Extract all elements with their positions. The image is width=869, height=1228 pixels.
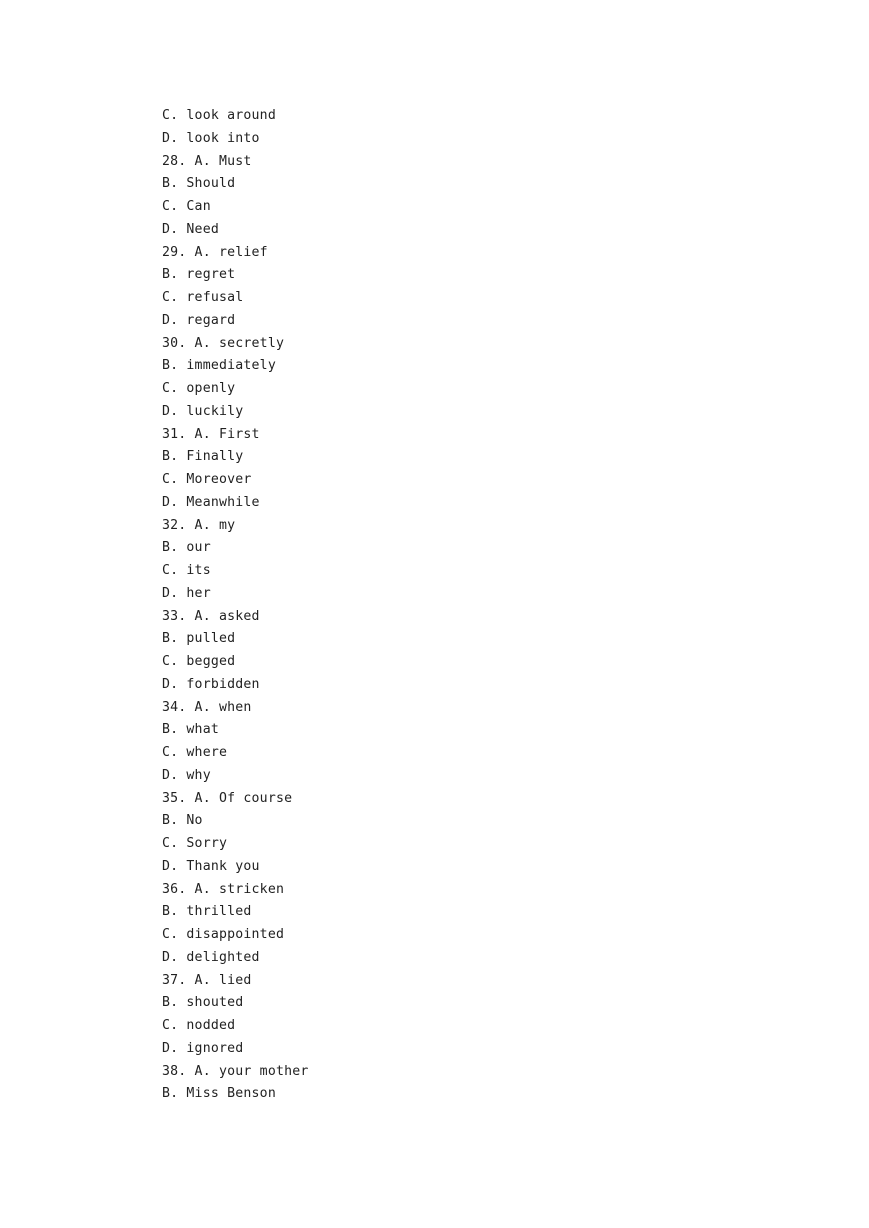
option-line: C. its — [162, 563, 211, 578]
question-line: 29. A. relief — [162, 244, 268, 260]
option-line: D. Meanwhile — [162, 494, 260, 510]
option-line: B. shouted — [162, 995, 244, 1011]
option-line: C. Moreover — [162, 472, 252, 487]
option-line: B. Should — [162, 176, 236, 192]
option-line: B. our — [162, 540, 211, 556]
option-line: D. ignored — [162, 1040, 244, 1056]
option-line: D. forbidden — [162, 676, 260, 692]
option-line: B. No — [162, 813, 203, 829]
option-line: D. luckily — [162, 403, 244, 419]
option-line: C. where — [162, 745, 228, 760]
option-line: C. Can — [162, 199, 211, 214]
question-line: 32. A. my — [162, 517, 236, 533]
question-line: 38. A. your mother — [162, 1063, 309, 1079]
question-line: 34. A. when — [162, 699, 252, 715]
option-line: D. Thank you — [162, 858, 260, 874]
option-line: B. thrilled — [162, 904, 252, 920]
question-line: 35. A. Of course — [162, 790, 293, 806]
option-line: C. look around — [162, 108, 276, 123]
option-line: B. what — [162, 722, 219, 738]
question-line: 33. A. asked — [162, 608, 260, 624]
question-line: 30. A. secretly — [162, 335, 285, 351]
question-line: 28. A. Must — [162, 153, 252, 169]
option-line: B. regret — [162, 267, 236, 283]
answer-options-list — [162, 105, 309, 1106]
question-line: 36. A. stricken — [162, 881, 285, 897]
option-line: C. begged — [162, 654, 236, 669]
option-line: C. disappointed — [162, 927, 285, 942]
question-line: 31. A. First — [162, 426, 260, 442]
option-line: D. Need — [162, 221, 219, 237]
option-line: B. Miss Benson — [162, 1086, 276, 1102]
question-line: 37. A. lied — [162, 972, 252, 988]
option-line: B. Finally — [162, 449, 244, 465]
option-line: C. Sorry — [162, 836, 228, 851]
option-line: B. pulled — [162, 631, 236, 647]
option-line: D. delighted — [162, 949, 260, 965]
option-line: B. immediately — [162, 358, 276, 374]
option-line: D. regard — [162, 312, 236, 328]
option-line: D. her — [162, 585, 211, 601]
option-line: D. why — [162, 767, 211, 783]
option-line: D. look into — [162, 130, 260, 146]
option-line: C. refusal — [162, 290, 244, 305]
option-line: C. nodded — [162, 1018, 236, 1033]
option-line: C. openly — [162, 381, 236, 396]
